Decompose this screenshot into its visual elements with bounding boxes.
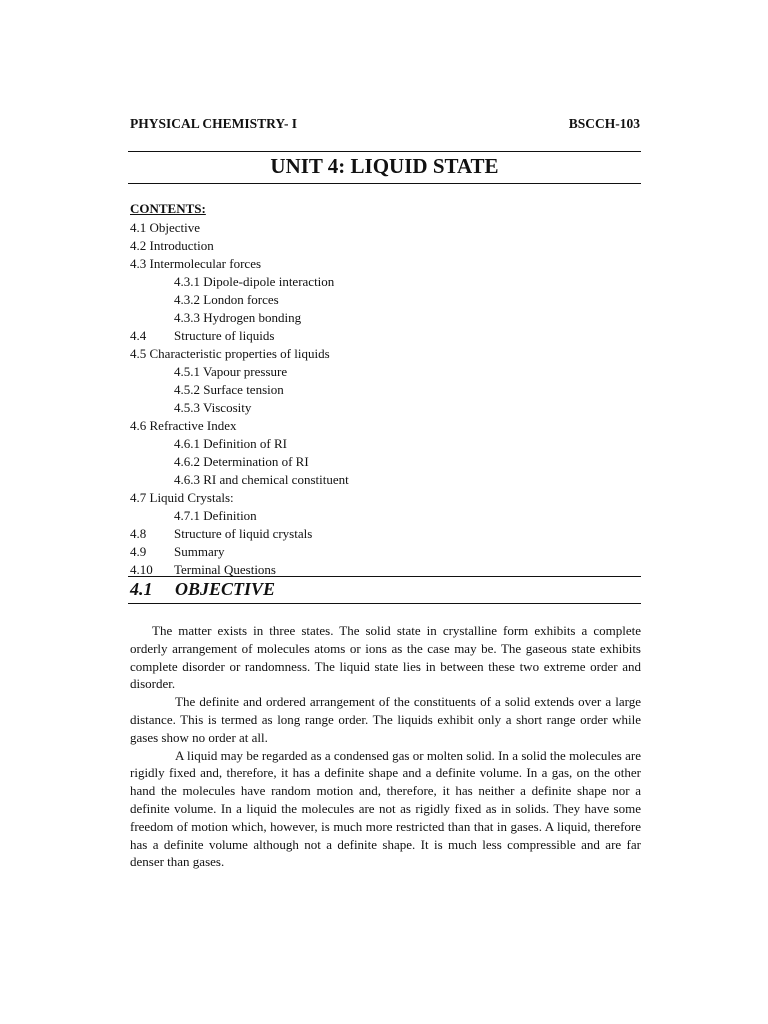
toc-item xyxy=(130,525,349,543)
toc-item-text: 4.3.3 Hydrogen bonding xyxy=(174,310,302,325)
course-code: BSCCH-103 xyxy=(568,116,640,131)
toc-item-number: 4.8 xyxy=(130,526,147,541)
section-heading xyxy=(130,579,275,600)
toc-item-text: Structure of liquid crystals xyxy=(174,526,313,541)
body-paragraph: A liquid may be regarded as a condensed gas or molten solid. In a solid the molecules are rigidly fixed and, therefore, it has a definite shape and a definite volume. In a gas, on the other hand the molecules have random motion and, therefore, it has neither a definite shape nor a definite volume. In a liquid the molecules are not as rigidly fixed as in solids. They have some freedom of motion which, however, is much more restricted than that in gases. A liquid, therefore has a definite volume although not a definite shape. It is much less compressible and are far denser than gases. xyxy=(130,747,641,870)
section-rule-top xyxy=(128,576,641,577)
toc-item-text: 4.5.3 Viscosity xyxy=(174,400,252,415)
toc-subitem xyxy=(130,381,349,399)
course-title: PHYSICAL CHEMISTRY- I xyxy=(130,116,298,131)
toc-item-text: 4.3 Intermolecular forces xyxy=(130,256,262,271)
toc-item xyxy=(130,489,349,507)
body-paragraph: The matter exists in three states. The solid state in crystalline form exhibits a complete orderly arrangement of molecules atoms or ions as the case may be. The gaseous state exhibits complete disorder or randomness. The liquid state lies in between these two extreme order and disorder. xyxy=(130,623,641,692)
toc-subitem xyxy=(130,507,349,525)
toc-subitem xyxy=(130,291,349,309)
toc-item-text: 4.5.2 Surface tension xyxy=(174,382,284,397)
toc-item-text: 4.5 Characteristic properties of liquids xyxy=(130,346,330,361)
toc-subitem xyxy=(130,309,349,327)
toc-item-text: 4.7 Liquid Crystals: xyxy=(130,490,234,505)
toc-item xyxy=(130,345,349,363)
toc-item-number: 4.4 xyxy=(130,328,147,343)
toc-item-text: 4.7.1 Definition xyxy=(174,508,257,523)
toc-subitem xyxy=(130,435,349,453)
toc-subitem xyxy=(130,273,349,291)
toc-item-text: 4.1 Objective xyxy=(130,220,201,235)
toc-item-text: Summary xyxy=(174,544,225,559)
toc-item-text: 4.5.1 Vapour pressure xyxy=(174,364,288,379)
toc-item-text: 4.6 Refractive Index xyxy=(130,418,237,433)
toc-item xyxy=(130,237,349,255)
toc-item xyxy=(130,543,349,561)
toc-subitem xyxy=(130,453,349,471)
toc-item xyxy=(130,417,349,435)
toc-item-text: 4.6.1 Definition of RI xyxy=(174,436,288,451)
toc-item-text: 4.6.3 RI and chemical constituent xyxy=(174,472,349,487)
toc-subitem xyxy=(130,363,349,381)
toc-item-text: 4.6.2 Determination of RI xyxy=(174,454,309,469)
section-number: 4.1 xyxy=(130,579,153,599)
toc-item-text: 4.3.2 London forces xyxy=(174,292,279,307)
contents-heading: CONTENTS: xyxy=(130,201,206,216)
toc-subitem xyxy=(130,471,349,489)
table-of-contents xyxy=(130,219,349,579)
toc-item-number: 4.10 xyxy=(130,562,153,577)
title-rule-bottom xyxy=(128,183,641,184)
page-header xyxy=(130,116,640,132)
section-rule-bottom xyxy=(128,603,641,604)
toc-item xyxy=(130,327,349,345)
section-title: OBJECTIVE xyxy=(175,579,276,599)
unit-title: UNIT 4: LIQUID STATE xyxy=(270,154,499,178)
toc-item-text: 4.2 Introduction xyxy=(130,238,214,253)
toc-item-text: Terminal Questions xyxy=(174,562,276,577)
body-paragraph: The definite and ordered arrangement of the constituents of a solid extends over a large distance. This is termed as long range order. The liquids exhibit only a short range order while gases show no order at all. xyxy=(130,694,641,745)
toc-item xyxy=(130,219,349,237)
toc-item xyxy=(130,255,349,273)
section-body xyxy=(130,622,641,871)
toc-item-text: 4.3.1 Dipole-dipole interaction xyxy=(174,274,335,289)
title-rule-top xyxy=(128,151,641,152)
toc-item-number: 4.9 xyxy=(130,544,147,559)
toc-subitem xyxy=(130,399,349,417)
toc-item-text: Structure of liquids xyxy=(174,328,275,343)
